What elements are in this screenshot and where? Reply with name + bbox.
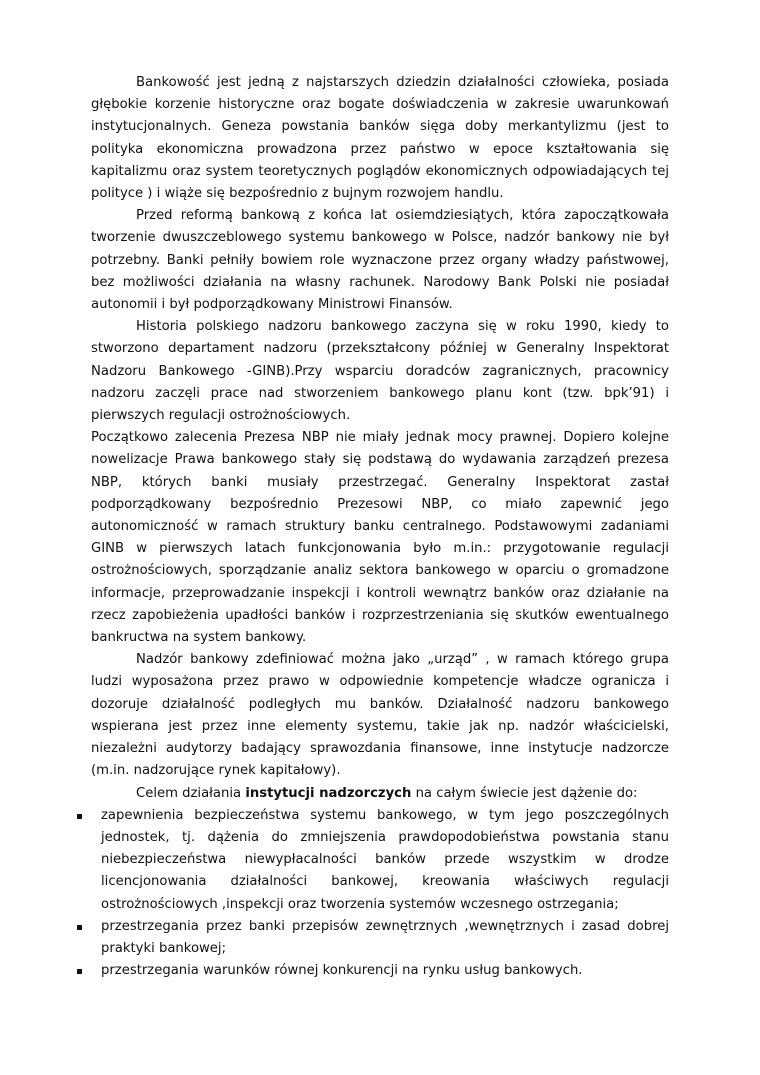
bullet-square-icon: [77, 969, 82, 974]
paragraph-nbp-recommendations: Początkowo zalecenia Prezesa NBP nie miały jednak mocy prawnej. Dopiero kolejne nowelizacje Prawa bankowego stały się podstawą do wydawania zarządzeń prezesa NBP, których banki musiały przestrzegać. Generalny Inspektorat zastał podporządkowany bezpośrednio Prezesowi NBP, co miało zapewnić jego autonomiczność w ramach struktury banku centralnego. Podstawowymi zadaniami GINB w pierwszych latach funkcjonowania było m.in.: przygotowanie regulacji ostrożnościowych, sporządzanie analiz sektora bankowego w oparciu o gromadzone informacje, przeprowadzanie inspekcji i kontroli wewnątrz banków oraz działanie na rzecz zapobieżenia upadłości banków i rozprzestrzeniania się skutków ewentualnego bankructwa na system bankowy.: [91, 430, 669, 646]
document-page: [91, 72, 669, 982]
bullet-square-icon: [77, 925, 82, 930]
goal-intro-bold: instytucji nadzorczych: [245, 785, 412, 801]
paragraph-banking-origins: Bankowość jest jedną z najstarszych dziedzin działalności człowieka, posiada głębokie korzenie historyczne oraz bogate doświadczenia w zakresie uwarunkowań instytucjonalnych. Geneza powstania banków sięga doby merkantylizmu (jest to polityka ekonomiczna prowadzona przez państwo w epoce kształtowania się kapitalizmu oraz system teoretycznych poglądów ekonomicznych odpowiadających tej polityce ) i wiąże się bezpośrednio z bujnym rozwojem handlu.: [91, 75, 669, 202]
paragraph-supervision-definition: Nadzór bankowy zdefiniować można jako „urząd” , w ramach którego grupa ludzi wyposażona przez prawo w odpowiednie kompetencje władcze ogranicza i dozoruje działalność podległych mu banków. Działalność nadzoru bankowego wspierana jest przez inne elementy systemu, takie jak np. nadzór właścicielski, niezależni audytorzy badający sprawozdania finansowe, inne instytucje nadzorcze (m.in. nadzorujące rynek kapitałowy).: [91, 652, 669, 779]
goal-intro-after: na całym świecie jest dążenie do:: [411, 785, 638, 801]
paragraph-supervision-history: Historia polskiego nadzoru bankowego zaczyna się w roku 1990, kiedy to stworzono departament nadzoru (przekształcony później w Generalny Inspektorat Nadzoru Bankowego -GINB).Przy wsparciu doradców zagranicznych, pracownicy nadzoru zaczęli prace nad stworzeniem bankowego planu kont (tzw. bpk’91) i pierwszych regulacji ostrożnościowych.: [91, 319, 669, 424]
list-item: [91, 805, 669, 916]
goal-intro-before: Celem działania: [136, 785, 246, 801]
bullet-square-icon: [77, 814, 82, 819]
paragraph-pre-reform: Przed reformą bankową z końca lat osiemdziesiątych, która zapoczątkowała tworzenie dwuszczeblowego systemu bankowego w Polsce, nadzór bankowy nie był potrzebny. Banki pełniły bowiem role wyznaczone przez organy władzy państwowej, bez możliwości działania na własny rachunek. Narodowy Bank Polski nie posiadał autonomii i był podporządkowany Ministrowi Finansów.: [91, 208, 669, 313]
list-item-text: przestrzegania warunków równej konkurencji na rynku usług bankowych.: [101, 963, 583, 979]
list-item: [91, 916, 669, 960]
list-item-text: zapewnienia bezpieczeństwa systemu bankowego, w tym jego poszczególnych jednostek, tj. dążenia do zmniejszenia prawdopodobieństwa powstania stanu niebezpieczeństwa niewypłacalności banków przede wszystkim w drodze licencjonowania działalności bankowej, kreowania właściwych regulacji ostrożnościowych ,inspekcji oraz tworzenia systemów wczesnego ostrzegania;: [101, 807, 669, 912]
list-item: [91, 960, 669, 982]
list-item-text: przestrzegania przez banki przepisów zewnętrznych ,wewnętrznych i zasad dobrej praktyki bankowej;: [101, 918, 669, 956]
paragraph-goal-intro: [91, 783, 669, 805]
goals-list: [91, 805, 669, 983]
